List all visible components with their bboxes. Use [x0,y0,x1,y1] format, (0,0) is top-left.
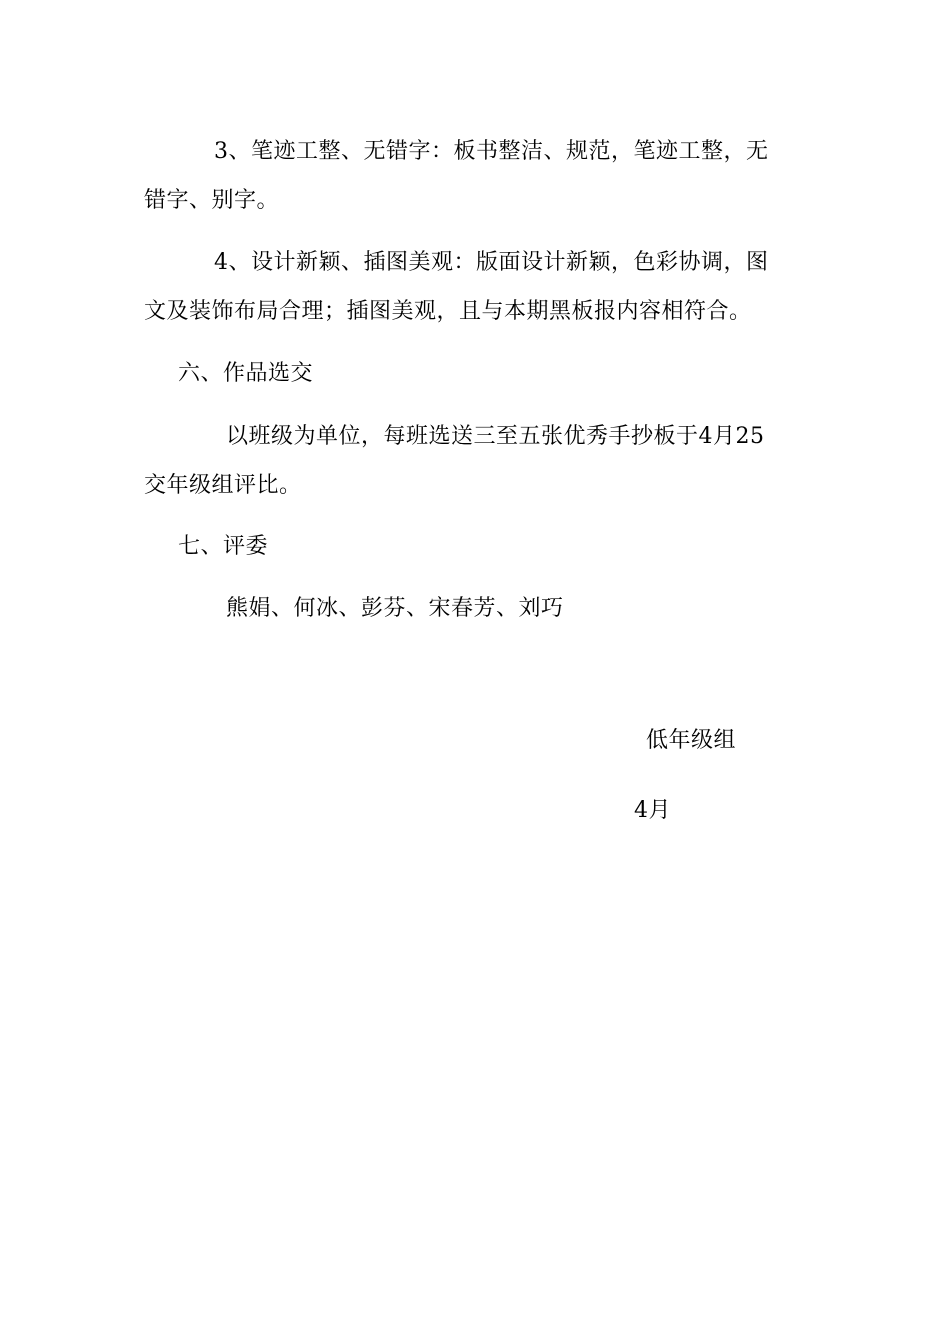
judges-list: 熊娟、何冰、彭芬、宋春芳、刘巧 [226,596,564,621]
criterion-4-line-1: 4、设计新颖、插图美观：版面设计新颖，色彩协调，图 [214,250,769,275]
criterion-3-line-1: 3、笔迹工整、无错字：板书整洁、规范，笔迹工整，无 [214,139,769,164]
criterion-4-line-2: 文及装饰布局合理；插图美观，且与本期黑板报内容相符合。 [144,299,752,324]
section-6-heading: 六、作品选交 [178,361,314,386]
signature-date: 4月 [634,798,671,823]
section-6-line-2: 交年级组评比。 [144,473,302,498]
signature-organization: 低年级组 [646,728,737,753]
section-6-line-1: 以班级为单位，每班选送三至五张优秀手抄板于4月25 [226,424,765,449]
section-7-heading: 七、评委 [178,534,269,559]
criterion-3-line-2: 错字、别字。 [144,188,280,213]
